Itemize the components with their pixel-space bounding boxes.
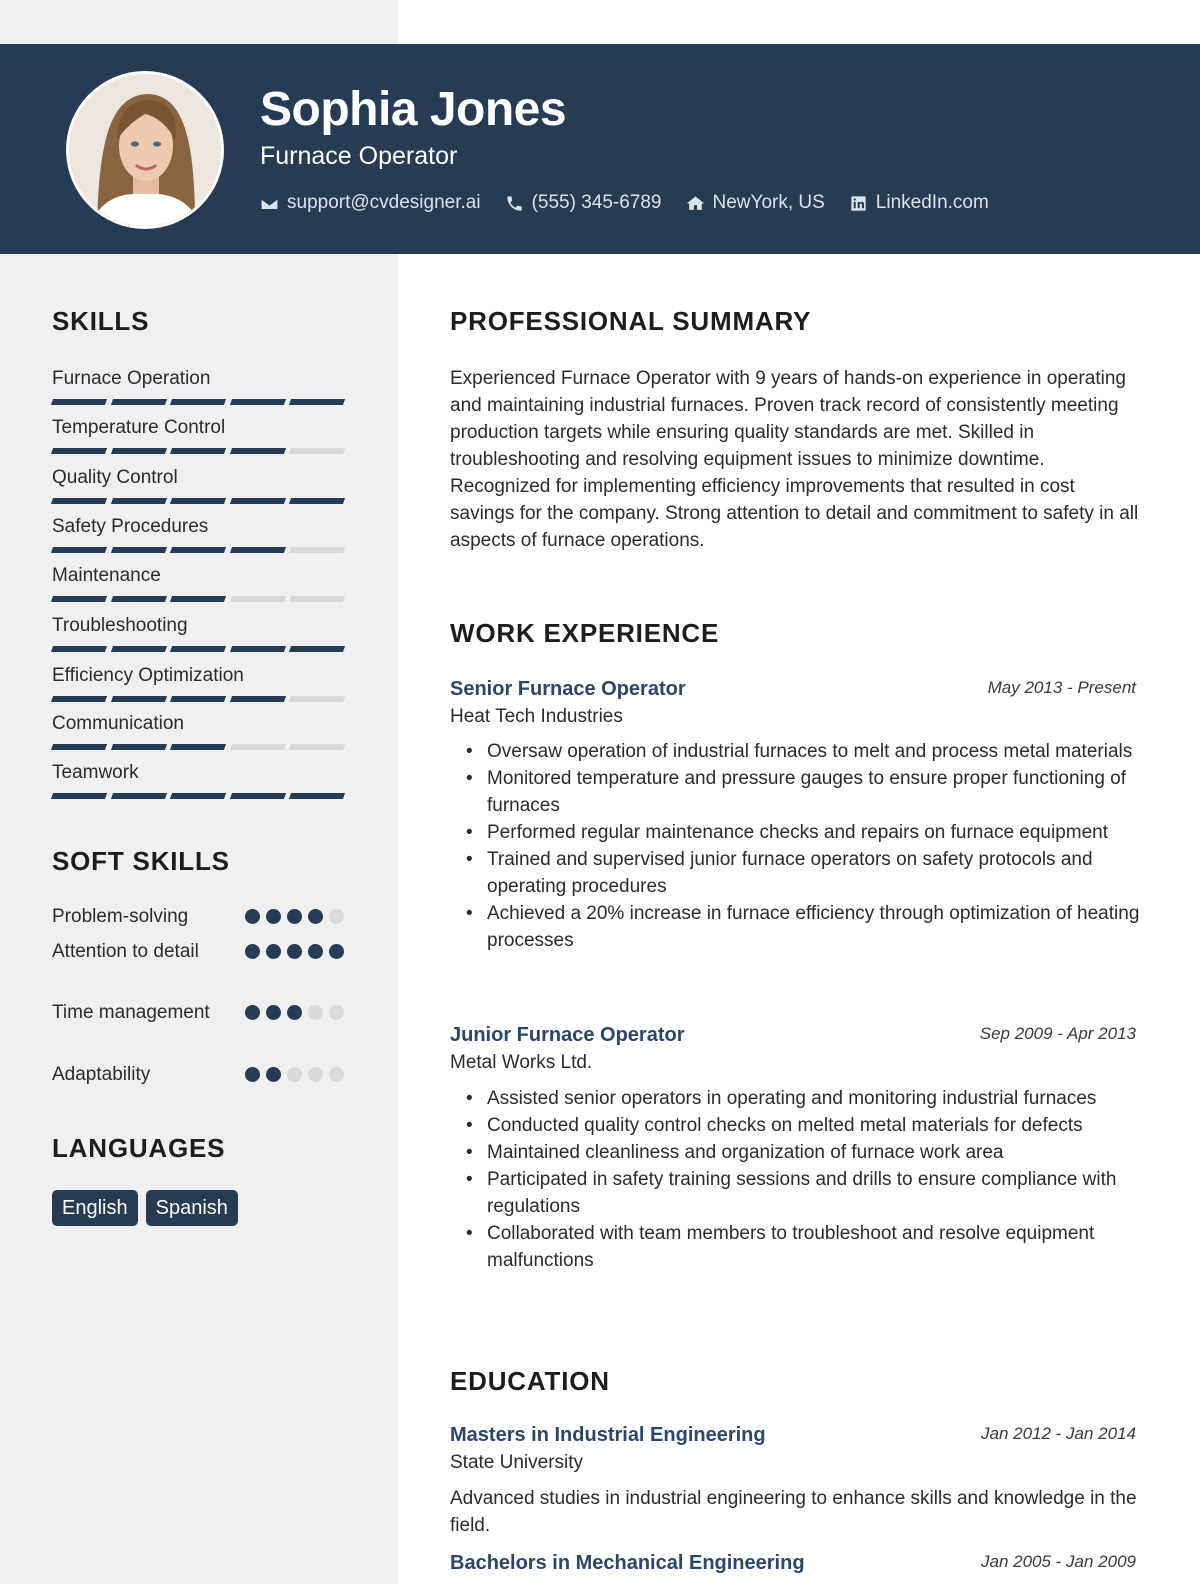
skill-level-segment: [111, 744, 167, 750]
skill-level-segment: [51, 547, 107, 553]
skill-name: Safety Procedures: [52, 516, 209, 537]
job-date: May 2013 - Present: [987, 678, 1136, 697]
skill-item: [52, 663, 344, 702]
skill-level-segment: [111, 399, 167, 405]
job-company: Heat Tech Industries: [450, 706, 623, 727]
list-item: • Performed regular maintenance checks and repairs on furnace equipment: [466, 819, 1146, 846]
languages-heading: LANGUAGES: [52, 1133, 226, 1163]
skill-level-segment: [111, 547, 167, 553]
skill-name: Teamwork: [52, 762, 139, 783]
language-badge: English: [52, 1190, 138, 1226]
job-title: Junior Furnace Operator: [450, 1024, 685, 1046]
job-bullets: [466, 1085, 1146, 1274]
rating-dot: [329, 909, 344, 924]
contact-linkedin[interactable]: [849, 192, 989, 214]
soft-skill-item: [52, 999, 344, 1027]
skill-level-segment: [111, 498, 167, 504]
list-item: • Trained and supervised junior furnace operators on safety protocols and operating procedures: [466, 846, 1146, 900]
degree-description: Advanced studies in industrial engineering to enhance skills and knowledge in the field.: [450, 1488, 1137, 1536]
rating-dot: [245, 1005, 260, 1020]
rating-dot: [266, 1067, 281, 1082]
contact-email[interactable]: [260, 192, 481, 214]
skill-level-segment: [111, 793, 167, 799]
rating-dot: [245, 944, 260, 959]
profile-photo: [66, 71, 224, 229]
list-item: • Participated in safety training sessions and drills to ensure compliance with regulations: [466, 1166, 1146, 1220]
skill-level-segment: [111, 596, 167, 602]
skill-level-segment: [170, 448, 226, 454]
skill-level-bar: [52, 547, 344, 553]
skill-level-segment: [230, 596, 286, 602]
location-text: NewYork, US: [712, 192, 825, 213]
phone-icon: [505, 194, 524, 213]
soft-skill-rating: [245, 944, 344, 959]
job-company: Metal Works Ltd.: [450, 1052, 593, 1073]
skill-level-segment: [230, 646, 286, 652]
rating-dot: [245, 1067, 260, 1082]
rating-dot: [329, 944, 344, 959]
skill-level-segment: [170, 596, 226, 602]
skill-level-segment: [51, 399, 107, 405]
skill-item: [52, 563, 344, 602]
skill-level-segment: [170, 547, 226, 553]
skill-item: [52, 613, 344, 652]
home-icon: [686, 194, 705, 213]
skill-level-bar: [52, 399, 344, 405]
skill-level-segment: [289, 399, 345, 405]
soft-skill-name: Adaptability: [52, 1064, 151, 1085]
rating-dot: [266, 1005, 281, 1020]
skill-level-segment: [230, 793, 286, 799]
skill-level-segment: [230, 399, 286, 405]
skill-level-segment: [230, 696, 286, 702]
list-item: • Oversaw operation of industrial furnaces to melt and process metal materials: [466, 738, 1146, 765]
linkedin-text: LinkedIn.com: [875, 192, 989, 213]
skill-level-segment: [51, 498, 107, 504]
degree-date: Jan 2005 - Jan 2009: [980, 1552, 1136, 1571]
rating-dot: [266, 909, 281, 924]
skill-level-bar: [52, 696, 344, 702]
soft-skill-rating: [245, 1067, 344, 1082]
summary-text: Experienced Furnace Operator with 9 years of hands-on experience in operating and maintaining industrial furnaces. Proven track record of consistently meeting production targets while ensuring quality standards are met. Skilled in troubleshooting and resolving equipment issues to minimize downtime. Recognized for implementing efficiency improvements that resulted in cost savings for the company. Strong attention to detail and commitment to safety in all aspects of furnace operations.: [450, 368, 1139, 551]
candidate-name: Sophia Jones: [260, 83, 567, 136]
skill-name: Communication: [52, 713, 184, 734]
skill-name: Quality Control: [52, 467, 178, 488]
skill-level-segment: [111, 696, 167, 702]
skill-level-segment: [51, 448, 107, 454]
skill-level-segment: [170, 744, 226, 750]
skill-item: [52, 366, 344, 405]
job-title: Senior Furnace Operator: [450, 678, 686, 700]
skill-level-segment: [230, 547, 286, 553]
skill-level-segment: [289, 547, 345, 553]
rating-dot: [308, 1005, 323, 1020]
school-name: State University: [450, 1452, 584, 1473]
rating-dot: [329, 1067, 344, 1082]
degree-date: Jan 2012 - Jan 2014: [980, 1424, 1136, 1443]
skill-level-segment: [289, 498, 345, 504]
skill-level-segment: [289, 696, 345, 702]
avatar-illustration: [69, 74, 221, 226]
soft-skill-name: Attention to detail: [52, 941, 199, 962]
skill-level-segment: [289, 448, 345, 454]
email-text: support@cvdesigner.ai: [287, 192, 481, 213]
languages-list: [52, 1190, 238, 1226]
soft-skill-item: [52, 938, 344, 966]
contact-location: [686, 192, 825, 214]
contact-row: [260, 189, 1013, 217]
rating-dot: [287, 944, 302, 959]
skill-level-segment: [51, 646, 107, 652]
degree-title: Bachelors in Mechanical Engineering: [450, 1552, 805, 1574]
skill-name: Temperature Control: [52, 417, 226, 438]
skill-name: Efficiency Optimization: [52, 665, 244, 686]
skill-item: [52, 711, 344, 750]
soft-skill-name: Problem-solving: [52, 906, 189, 927]
soft-skill-rating: [245, 1005, 344, 1020]
skill-level-segment: [230, 498, 286, 504]
skill-level-segment: [289, 793, 345, 799]
job-bullets: [466, 738, 1146, 954]
rating-dot: [287, 909, 302, 924]
rating-dot: [308, 909, 323, 924]
skill-level-segment: [111, 646, 167, 652]
skill-level-segment: [170, 399, 226, 405]
skill-level-bar: [52, 744, 344, 750]
skill-level-segment: [289, 596, 345, 602]
rating-dot: [245, 909, 260, 924]
soft-skill-item: [52, 903, 344, 931]
skill-level-bar: [52, 646, 344, 652]
job-date: Sep 2009 - Apr 2013: [979, 1024, 1136, 1043]
skill-level-segment: [170, 498, 226, 504]
experience-heading: WORK EXPERIENCE: [450, 618, 720, 648]
skill-level-segment: [51, 793, 107, 799]
list-item: • Monitored temperature and pressure gauges to ensure proper functioning of furnaces: [466, 765, 1146, 819]
phone-text: (555) 345-6789: [531, 192, 662, 213]
skill-level-segment: [170, 696, 226, 702]
skill-level-segment: [230, 448, 286, 454]
skill-level-segment: [170, 646, 226, 652]
contact-phone[interactable]: [505, 192, 662, 214]
skill-level-bar: [52, 448, 344, 454]
skill-item: [52, 514, 344, 553]
list-item: • Conducted quality control checks on melted metal materials for defects: [466, 1112, 1146, 1139]
rating-dot: [287, 1005, 302, 1020]
skill-level-segment: [170, 793, 226, 799]
skill-level-bar: [52, 498, 344, 504]
skill-level-bar: [52, 793, 344, 799]
list-item: • Maintained cleanliness and organization of furnace work area: [466, 1139, 1146, 1166]
skill-level-segment: [51, 744, 107, 750]
rating-dot: [308, 944, 323, 959]
skill-name: Troubleshooting: [52, 615, 188, 636]
rating-dot: [308, 1067, 323, 1082]
skill-level-segment: [289, 744, 345, 750]
list-item: • Achieved a 20% increase in furnace efficiency through optimization of heating processes: [466, 900, 1146, 954]
linkedin-icon: [849, 194, 868, 213]
soft-skill-name: Time management: [52, 1002, 210, 1023]
rating-dot: [266, 944, 281, 959]
skill-level-segment: [51, 596, 107, 602]
skill-item: [52, 465, 344, 504]
list-item: • Collaborated with team members to troubleshoot and resolve equipment malfunctions: [466, 1220, 1146, 1274]
skill-level-segment: [111, 448, 167, 454]
skill-item: [52, 415, 344, 454]
skills-heading: SKILLS: [52, 306, 150, 336]
list-item: • Assisted senior operators in operating and monitoring industrial furnaces: [466, 1085, 1146, 1112]
soft-skill-rating: [245, 909, 344, 924]
language-badge: Spanish: [146, 1190, 238, 1226]
skill-level-bar: [52, 596, 344, 602]
skill-name: Furnace Operation: [52, 368, 211, 389]
soft-skills-heading: SOFT SKILLS: [52, 846, 230, 876]
skill-level-segment: [289, 646, 345, 652]
candidate-role: Furnace Operator: [260, 142, 458, 170]
envelope-icon: [260, 194, 279, 213]
degree-title: Masters in Industrial Engineering: [450, 1424, 766, 1446]
summary-heading: PROFESSIONAL SUMMARY: [450, 306, 812, 336]
skill-name: Maintenance: [52, 565, 161, 586]
rating-dot: [287, 1067, 302, 1082]
skill-level-segment: [51, 696, 107, 702]
skill-item: [52, 760, 344, 799]
rating-dot: [329, 1005, 344, 1020]
education-heading: EDUCATION: [450, 1366, 610, 1396]
skill-level-segment: [230, 744, 286, 750]
soft-skill-item: [52, 1061, 344, 1089]
